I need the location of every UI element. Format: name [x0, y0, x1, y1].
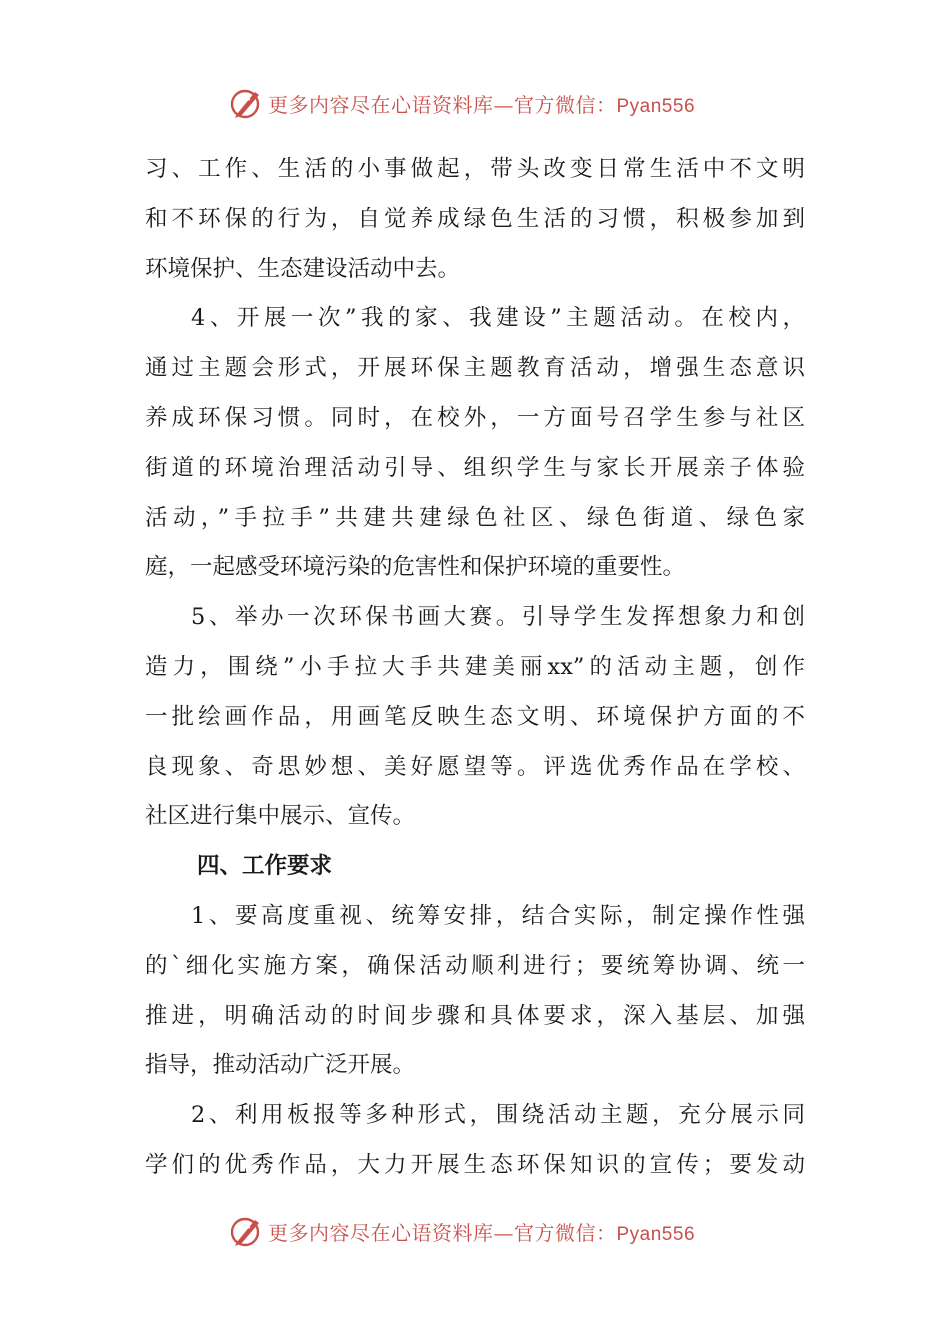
body-line: 1、要高度重视、统筹安排，结合实际，制定操作性强: [191, 902, 805, 929]
body-line: 街道的环境治理活动引导、组织学生与家长开展亲子体验: [145, 454, 805, 481]
section-heading: 四、工作要求: [197, 853, 333, 880]
body-line: 推进，明确活动的时间步骤和具体要求，深入基层、加强: [145, 1002, 805, 1029]
body-line: 庭，一起感受环境污染的危害性和保护环境的重要性。: [145, 554, 686, 581]
body-line: 指导，推动活动广泛开展。: [145, 1052, 416, 1079]
body-line: 学们的优秀作品，大力开展生态环保知识的宣传；要发动: [145, 1151, 805, 1178]
header-wechat-id: Pyan556: [616, 95, 696, 117]
header-watermark-text: 更多内容尽在心语资料库—官方微信：Pyan556: [268, 92, 696, 117]
body-line: 社区进行集中展示、宣传。: [145, 803, 416, 830]
document-body: [145, 145, 805, 1191]
body-line: 2、利用板报等多种形式，围绕活动主题，充分展示同: [191, 1102, 805, 1129]
body-line: 活动，”手拉手”共建共建绿色社区、绿色街道、绿色家: [145, 504, 805, 531]
header-watermark: [228, 83, 695, 123]
body-line: 习、工作、生活的小事做起，带头改变日常生活中不文明: [145, 156, 805, 182]
body-line: 造力，围绕”小手拉大手共建美丽xx”的活动主题，创作: [145, 653, 805, 680]
pen-logo-icon: [228, 1213, 264, 1249]
footer-watermark: [228, 1211, 695, 1251]
pen-logo-icon: [228, 85, 264, 121]
body-line: 通过主题会形式，开展环保主题教育活动，增强生态意识: [145, 355, 805, 382]
body-line: 良现象、奇思妙想、美好愿望等。评选优秀作品在学校、: [145, 753, 805, 780]
body-line: 5、举办一次环保书画大赛。引导学生发挥想象力和创: [191, 604, 805, 631]
footer-watermark-text: 更多内容尽在心语资料库—官方微信：Pyan556: [268, 1220, 696, 1245]
body-line: 和不环保的行为，自觉养成绿色生活的习惯，积极参加到: [145, 205, 805, 232]
body-line: 养成环保习惯。同时，在校外，一方面号召学生参与社区: [145, 404, 805, 431]
body-line: 一批绘画作品，用画笔反映生态文明、环境保护方面的不: [145, 703, 805, 730]
body-line: 环境保护、生态建设活动中去。: [145, 255, 461, 282]
footer-wechat-id: Pyan556: [616, 1223, 696, 1245]
body-line: 的`细化实施方案，确保活动顺利进行；要统筹协调、统一: [145, 952, 805, 979]
body-line: 4、开展一次”我的家、我建设”主题活动。在校内，: [191, 305, 805, 332]
